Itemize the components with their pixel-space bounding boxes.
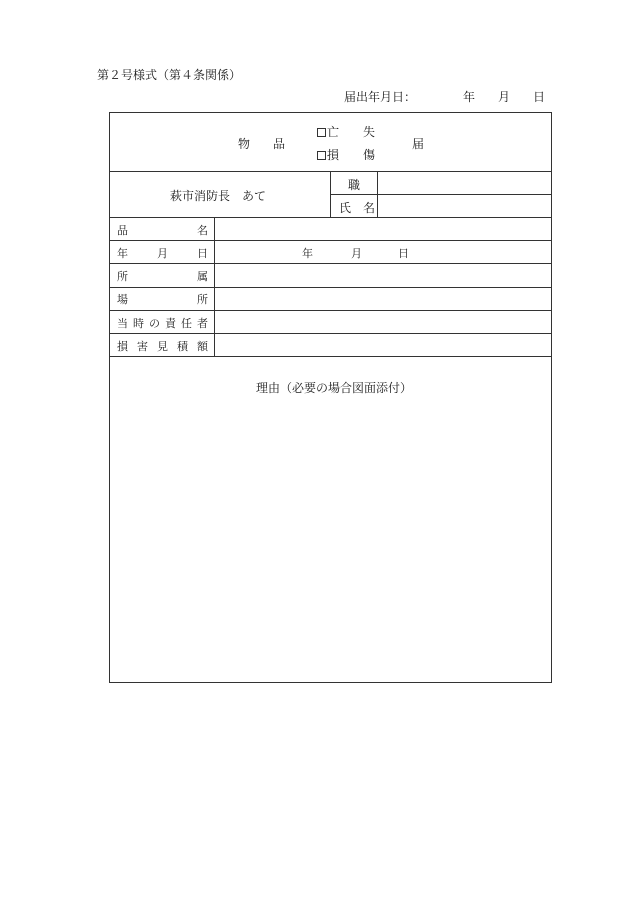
responsible-person-field[interactable] [215, 311, 551, 333]
item-name-field[interactable] [215, 218, 551, 240]
position-label: 職 [348, 178, 361, 192]
damaged-checkbox[interactable] [317, 151, 326, 160]
option-damaged-label: 損 傷 [327, 148, 376, 162]
reason-field[interactable] [110, 398, 551, 681]
submission-month-label: 月 [498, 90, 511, 104]
place-field[interactable] [215, 288, 551, 310]
label-damage-estimate: 損 害 見 積 額 [117, 340, 208, 353]
date-month-label: 月 [351, 247, 362, 260]
divider [110, 356, 551, 357]
name-label: 氏 名 [339, 201, 376, 215]
damage-estimate-field[interactable] [215, 334, 551, 356]
title-todoke: 届 [412, 137, 425, 151]
reason-label: 理由（必要の場合図面添付） [256, 381, 413, 395]
option-damaged[interactable] [317, 146, 375, 163]
affiliation-field[interactable] [215, 264, 551, 286]
title-butsu: 物 [238, 137, 251, 151]
label-date: 年 月 日 [117, 247, 208, 260]
submission-day-label: 日 [533, 90, 546, 104]
position-field[interactable] [378, 171, 551, 194]
label-place: 場 所 [117, 293, 208, 306]
title-hin: 品 [273, 137, 286, 151]
date-year-label: 年 [302, 247, 313, 260]
name-field[interactable] [378, 194, 551, 217]
option-lost-label: 亡 失 [327, 125, 376, 139]
divider [330, 171, 331, 217]
date-field[interactable] [215, 241, 551, 263]
submission-year-label: 年 [463, 90, 476, 104]
submission-date-label: 届出年月日： [344, 90, 417, 104]
label-item-name: 品 名 [117, 224, 208, 237]
form-number: 第２号様式（第４条関係） [97, 68, 242, 82]
addressee: 萩市消防長 あて [170, 189, 267, 203]
option-lost[interactable] [317, 123, 375, 140]
form-table [109, 112, 552, 683]
lost-checkbox[interactable] [317, 128, 326, 137]
label-responsible-person: 当 時 の 責 任 者 [117, 317, 208, 330]
date-day-label: 日 [398, 247, 409, 260]
label-affiliation: 所 属 [117, 270, 208, 283]
